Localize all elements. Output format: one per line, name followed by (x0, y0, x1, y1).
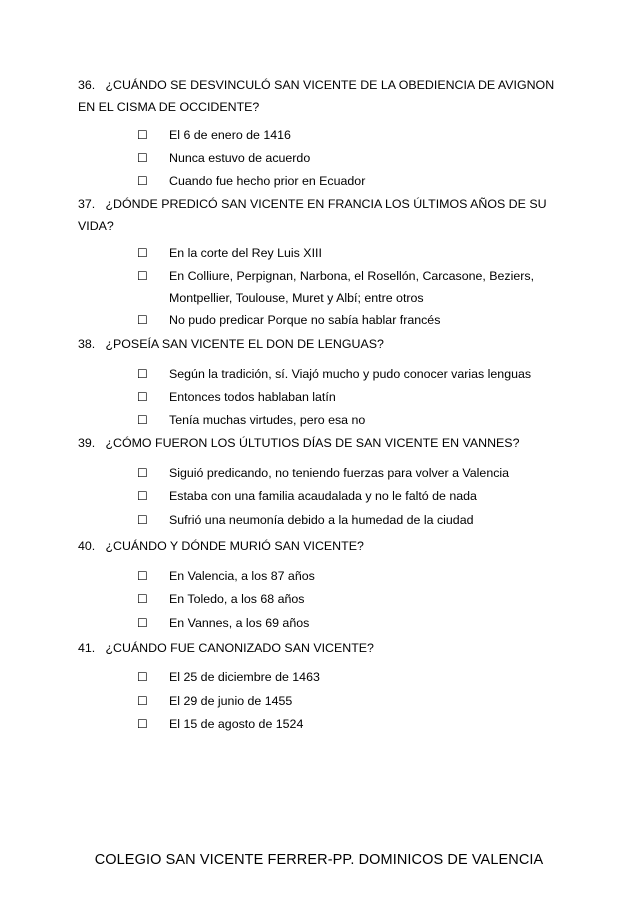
checkbox-icon[interactable]: ☐ (137, 390, 148, 404)
checkbox-icon[interactable]: ☐ (137, 367, 148, 381)
question-number: 41. (78, 641, 96, 655)
question-text: ¿CUÁNDO Y DÓNDE MURIÓ SAN VICENTE? (105, 539, 364, 553)
checkbox-icon[interactable]: ☐ (137, 128, 148, 142)
question-number: 36. (78, 78, 96, 92)
option-41-b[interactable] (137, 690, 577, 712)
question-40 (78, 535, 568, 557)
question-number: 37. (78, 197, 96, 211)
option-37-c[interactable] (137, 309, 577, 331)
option-text: En Toledo, a los 68 años (169, 592, 305, 606)
option-text: Nunca estuvo de acuerdo (169, 151, 311, 165)
option-text: En la corte del Rey Luis XIII (169, 246, 322, 260)
option-text: No pudo predicar Porque no sabía hablar francés (169, 313, 441, 327)
page-footer: COLEGIO SAN VICENTE FERRER-PP. DOMINICOS DE VALENCIA (94, 852, 544, 868)
option-41-c[interactable] (137, 713, 577, 735)
option-text: Según la tradición, sí. Viajó mucho y pudo conocer varias lenguas (169, 367, 532, 381)
option-36-c[interactable] (137, 170, 577, 192)
option-text: Siguió predicando, no teniendo fuerzas para volver a Valencia (169, 466, 510, 480)
option-text: Cuando fue hecho prior en Ecuador (169, 174, 366, 188)
question-number: 38. (78, 337, 96, 351)
option-39-a[interactable] (137, 462, 577, 484)
question-number: 39. (78, 436, 96, 450)
option-text: El 25 de diciembre de 1463 (169, 670, 320, 684)
question-text: ¿CUÁNDO FUE CANONIZADO SAN VICENTE? (105, 641, 374, 655)
checkbox-icon[interactable]: ☐ (137, 466, 148, 480)
checkbox-icon[interactable]: ☐ (137, 269, 148, 283)
option-41-a[interactable] (137, 666, 577, 688)
option-38-c[interactable] (137, 409, 577, 431)
option-40-b[interactable] (137, 588, 577, 610)
option-text: En Vannes, a los 69 años (169, 616, 310, 630)
question-38 (78, 333, 568, 355)
option-37-a[interactable] (137, 242, 577, 264)
question-36 (78, 74, 568, 118)
checkbox-icon[interactable]: ☐ (137, 592, 148, 606)
checkbox-icon[interactable]: ☐ (137, 717, 148, 731)
checkbox-icon[interactable]: ☐ (137, 413, 148, 427)
question-39 (78, 432, 568, 454)
option-text: En Valencia, a los 87 años (169, 569, 315, 583)
option-40-a[interactable] (137, 565, 577, 587)
option-text: Sufrió una neumonía debido a la humedad de la ciudad (169, 513, 474, 527)
option-text: El 29 de junio de 1455 (169, 694, 293, 708)
checkbox-icon[interactable]: ☐ (137, 513, 148, 527)
checkbox-icon[interactable]: ☐ (137, 694, 148, 708)
option-39-b[interactable] (137, 485, 577, 507)
question-text: ¿CUÁNDO SE DESVINCULÓ SAN VICENTE DE LA OBEDIENCIA DE AVIGNON EN EL CISMA DE OCCIDENTE? (78, 78, 555, 114)
checkbox-icon[interactable]: ☐ (137, 489, 148, 503)
checkbox-icon[interactable]: ☐ (137, 151, 148, 165)
option-text: El 6 de enero de 1416 (169, 128, 291, 142)
option-text: Entonces todos hablaban latín (169, 390, 336, 404)
option-37-b[interactable] (137, 265, 577, 309)
question-text: ¿CÓMO FUERON LOS ÚLTUTIOS DÍAS DE SAN VICENTE EN VANNES? (105, 436, 520, 450)
checkbox-icon[interactable]: ☐ (137, 616, 148, 630)
option-text: Estaba con una familia acaudalada y no le faltó de nada (169, 489, 477, 503)
checkbox-icon[interactable]: ☐ (137, 246, 148, 260)
question-41 (78, 637, 568, 659)
option-36-a[interactable] (137, 124, 577, 146)
checkbox-icon[interactable]: ☐ (137, 670, 148, 684)
option-38-a[interactable] (137, 363, 577, 385)
option-38-b[interactable] (137, 386, 577, 408)
question-text: ¿POSEÍA SAN VICENTE EL DON DE LENGUAS? (105, 337, 384, 351)
question-text: ¿DÓNDE PREDICÓ SAN VICENTE EN FRANCIA LOS ÚLTIMOS AÑOS DE SU VIDA? (78, 197, 547, 233)
option-text: Tenía muchas virtudes, pero esa no (169, 413, 366, 427)
checkbox-icon[interactable]: ☐ (137, 569, 148, 583)
option-text: El 15 de agosto de 1524 (169, 717, 304, 731)
option-text: En Colliure, Perpignan, Narbona, el Rosellón, Carcasone, Beziers, Montpellier, Toulouse, Muret y Albí; entre otros (169, 269, 535, 305)
question-37 (78, 193, 568, 237)
checkbox-icon[interactable]: ☐ (137, 313, 148, 327)
checkbox-icon[interactable]: ☐ (137, 174, 148, 188)
question-number: 40. (78, 539, 96, 553)
option-36-b[interactable] (137, 147, 577, 169)
option-39-c[interactable] (137, 509, 577, 531)
option-40-c[interactable] (137, 612, 577, 634)
